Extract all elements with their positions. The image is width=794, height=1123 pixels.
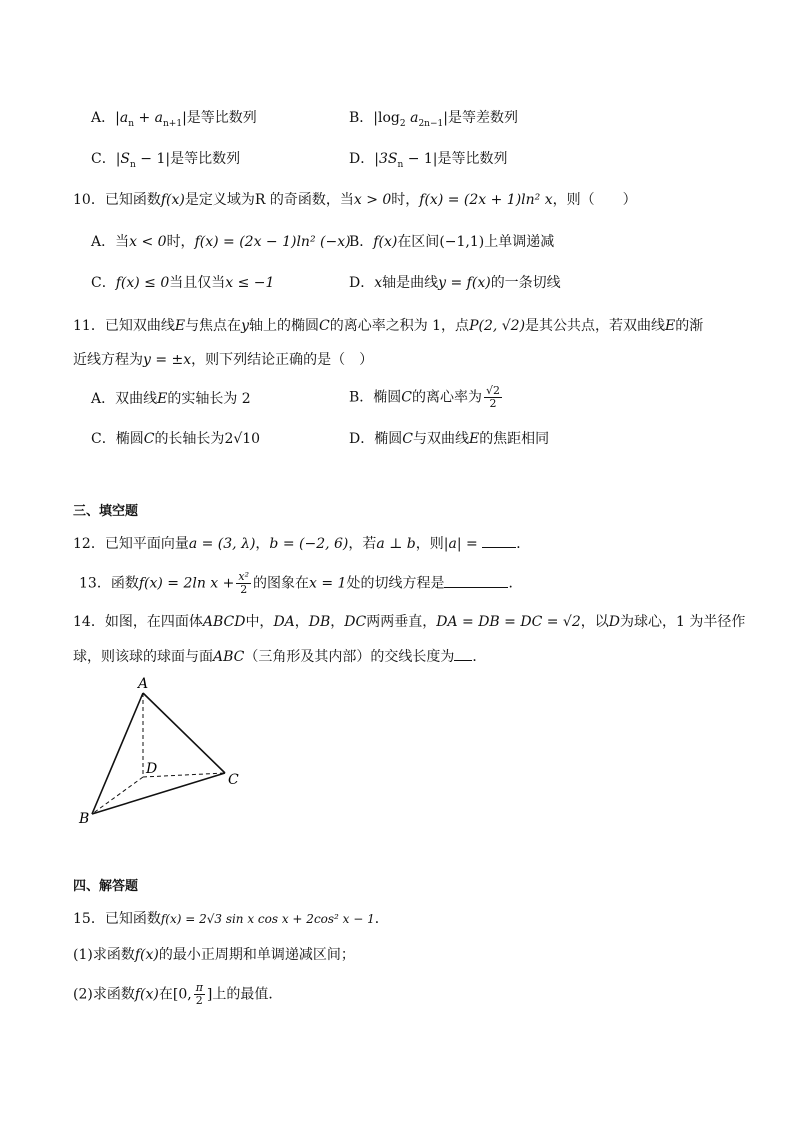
question-text: 12．已知平面向量	[73, 536, 189, 552]
question-text: ，	[330, 614, 345, 630]
option-text: D．椭圆	[349, 431, 403, 447]
option-text: 在区间	[397, 234, 440, 250]
option-text: 的实轴长为 2	[167, 391, 251, 407]
option-text: 的离心率为	[412, 389, 483, 406]
option-label: B．	[349, 234, 374, 250]
math-var: DB	[308, 614, 331, 630]
fraction-numerator: √2	[486, 384, 501, 397]
math-expr: |	[443, 110, 448, 126]
math-expr: |3S	[374, 151, 398, 167]
question-text: 是定义域为R 的奇函数，当	[184, 192, 354, 208]
math-expr: f(x) = (2x + 1)ln² x	[419, 192, 553, 208]
question-text: （三角形及其内部）的交线长度为	[244, 649, 455, 665]
question-text: 在	[158, 986, 173, 1003]
question-text: 时，	[391, 192, 420, 208]
q10-option-d	[349, 273, 561, 293]
option-text: 的一条切线	[490, 275, 561, 291]
question-text: ，则下列结论正确的是（ ）	[191, 352, 374, 368]
edge-bc	[92, 773, 225, 814]
option-text: 是等比数列	[437, 151, 508, 167]
question-text: 的图象在	[253, 575, 310, 592]
option-text: 时，	[166, 234, 195, 250]
math-expr: − 1|	[407, 151, 438, 167]
q11-stem-line1	[73, 316, 703, 336]
math-expr: f(x) = (2x − 1)ln² (−x)	[194, 234, 351, 250]
fraction-numerator: x²	[238, 570, 250, 583]
question-text: 中，	[245, 614, 274, 630]
fraction-denominator: 2	[195, 994, 203, 1007]
section-heading-solutions: 四、解答题	[73, 879, 139, 894]
fraction-numerator: π	[195, 981, 203, 994]
option-text: 的长轴长为	[154, 431, 225, 447]
math-expr: f(x)	[134, 986, 159, 1003]
math-expr: |	[182, 110, 187, 126]
section-heading-fill-in: 三、填空题	[73, 504, 139, 519]
q15-stem	[73, 909, 389, 929]
math-expr: y = f(x)	[438, 275, 491, 291]
question-text: 10．已知函数	[73, 192, 161, 208]
math-expr: P(2, √2)	[469, 318, 526, 334]
question-text: (1)求函数	[73, 947, 135, 963]
q11-option-b	[349, 385, 504, 410]
q10-stem	[73, 190, 637, 210]
question-text: 14．如图，在四面体	[73, 614, 203, 630]
answer-blank[interactable]	[482, 533, 516, 548]
question-text: 13．函数	[79, 575, 139, 592]
math-expr: |S	[115, 151, 131, 167]
option-text: 当且仅当	[169, 275, 226, 291]
math-var: E	[157, 391, 168, 407]
question-text: 与焦点在	[185, 318, 242, 334]
fraction	[194, 982, 205, 1007]
math-expr: − 1|	[140, 151, 171, 167]
vertex-label-d: D	[146, 761, 158, 777]
math-var: C	[143, 431, 155, 447]
question-text: 为球心，1 为半径作	[619, 614, 746, 630]
question-text: ，则（ ）	[552, 192, 637, 208]
option-label: D．	[349, 275, 375, 291]
question-text: (2)求函数	[73, 986, 135, 1003]
math-var: ABC	[213, 649, 245, 665]
question-text: ，	[294, 614, 309, 630]
math-sub: n	[128, 118, 134, 129]
math-expr: (−1,1)	[439, 234, 485, 250]
math-expr: x	[374, 275, 383, 291]
math-var: D	[608, 614, 620, 630]
vertex-label-c: C	[228, 772, 239, 788]
option-text: 的焦距相同	[479, 431, 550, 447]
option-text: 是等比数列	[186, 110, 257, 126]
question-text: 处的切线方程是	[346, 575, 445, 592]
math-sub: n	[130, 159, 136, 170]
option-text: 上单调递减	[484, 234, 555, 250]
option-text: 轴是曲线	[382, 275, 439, 291]
math-expr: |a| =	[443, 536, 478, 552]
math-expr: f(x) = 2√3 sin x cos x + 2cos² x − 1	[160, 912, 375, 926]
math-var: ABCD	[202, 614, 246, 630]
math-sub: n	[397, 159, 404, 170]
option-text: 是等比数列	[170, 151, 241, 167]
answer-blank[interactable]	[444, 573, 508, 588]
vertex-label-b: B	[79, 811, 90, 827]
math-expr: x = 1	[309, 575, 347, 592]
math-expr: ]	[206, 986, 213, 1003]
q13-stem	[79, 571, 522, 596]
math-expr: a = (3, λ)	[188, 536, 256, 552]
math-expr: f(x) = 2ln x +	[138, 575, 235, 592]
question-text: 的最小正周期和单调递减区间；	[158, 947, 355, 963]
q11-option-a	[91, 389, 251, 409]
math-var: DA	[273, 614, 295, 630]
math-expr: f(x)	[160, 192, 185, 208]
math-var: C	[401, 389, 413, 406]
math-var: C	[318, 318, 330, 334]
math-sub: 2n−1	[418, 118, 444, 129]
question-text: 轴上的椭圆	[248, 318, 319, 334]
question-text: ，则	[415, 536, 444, 552]
question-text: 是其公共点，若双曲线	[525, 318, 666, 334]
q14-stem-line2	[73, 646, 486, 667]
math-expr: |a	[115, 110, 129, 126]
q9-option-c	[91, 149, 240, 175]
math-expr: y = ±x	[143, 352, 192, 368]
math-expr: 2√10	[224, 431, 261, 447]
q15-part1	[73, 945, 355, 965]
math-var: E	[174, 318, 186, 334]
q11-option-c	[91, 429, 260, 449]
math-expr: f(x) ≤ 0	[115, 275, 170, 291]
option-text: 是等差数列	[447, 110, 518, 126]
question-text: 上的最值．	[212, 986, 283, 1003]
q12-stem	[73, 533, 530, 554]
math-expr: a	[410, 110, 419, 126]
question-text: 15．已知函数	[73, 911, 161, 927]
math-sub: 2	[399, 118, 406, 129]
question-text: ．	[508, 575, 523, 592]
math-expr: a ⊥ b	[376, 536, 416, 552]
option-label: C．	[91, 151, 116, 167]
math-expr: |log	[373, 110, 400, 126]
question-text: 两两垂直，	[366, 614, 437, 630]
math-var: C	[402, 431, 413, 447]
q11-stem-line2	[73, 350, 373, 370]
math-expr: f(x)	[134, 947, 159, 963]
math-expr: + a	[138, 110, 163, 126]
option-text: B．椭圆	[349, 389, 402, 406]
q10-option-b	[349, 232, 554, 252]
question-text: 的离心率之积为 1，点	[329, 318, 470, 334]
question-text: 的渐	[675, 318, 704, 334]
q10-option-a	[91, 232, 351, 252]
math-var: DC	[344, 614, 367, 630]
option-label: C．	[91, 275, 116, 291]
option-label: D．	[349, 151, 375, 167]
math-expr: f(x)	[373, 234, 398, 250]
math-var: y	[241, 318, 249, 334]
question-text: 近线方程为	[73, 352, 143, 368]
math-var: E	[468, 431, 480, 447]
q14-stem-line1	[73, 612, 745, 632]
math-expr: [0,	[172, 986, 192, 1003]
math-expr: x < 0	[129, 234, 167, 250]
option-label: A．	[91, 110, 116, 126]
q11-option-d	[349, 429, 549, 449]
tetrahedron-figure	[70, 672, 250, 832]
question-text: ，以	[580, 614, 609, 630]
question-text: ．	[516, 536, 531, 552]
fraction-denominator: 2	[489, 397, 497, 410]
question-text: 球，则该球的球面与面	[73, 649, 213, 665]
q15-part2	[73, 982, 282, 1007]
q9-option-b	[349, 108, 518, 134]
question-text: ，若	[348, 536, 377, 552]
option-text: 与双曲线	[412, 431, 469, 447]
question-text: ．	[472, 649, 487, 665]
math-var: E	[665, 318, 676, 334]
math-expr: b = (−2, 6)	[269, 536, 349, 552]
fraction	[484, 385, 502, 410]
math-expr: DA = DB = DC = √2	[436, 614, 581, 630]
math-expr: x > 0	[353, 192, 392, 208]
math-expr: x ≤ −1	[225, 275, 275, 291]
option-text: C．椭圆	[91, 431, 144, 447]
option-text: A．当	[91, 234, 130, 250]
answer-blank[interactable]	[454, 646, 472, 661]
question-text: ，	[255, 536, 270, 552]
fraction-denominator: 2	[240, 583, 248, 596]
option-text: A．双曲线	[91, 391, 158, 407]
option-label: B．	[349, 110, 374, 126]
q9-option-a	[91, 108, 257, 134]
q9-option-d	[349, 149, 508, 175]
question-text: ．	[374, 911, 389, 927]
vertex-label-a: A	[138, 676, 149, 692]
q10-option-c	[91, 273, 274, 293]
fraction	[236, 571, 251, 596]
math-sub: n+1	[162, 118, 183, 129]
question-text: 11．已知双曲线	[73, 318, 175, 334]
